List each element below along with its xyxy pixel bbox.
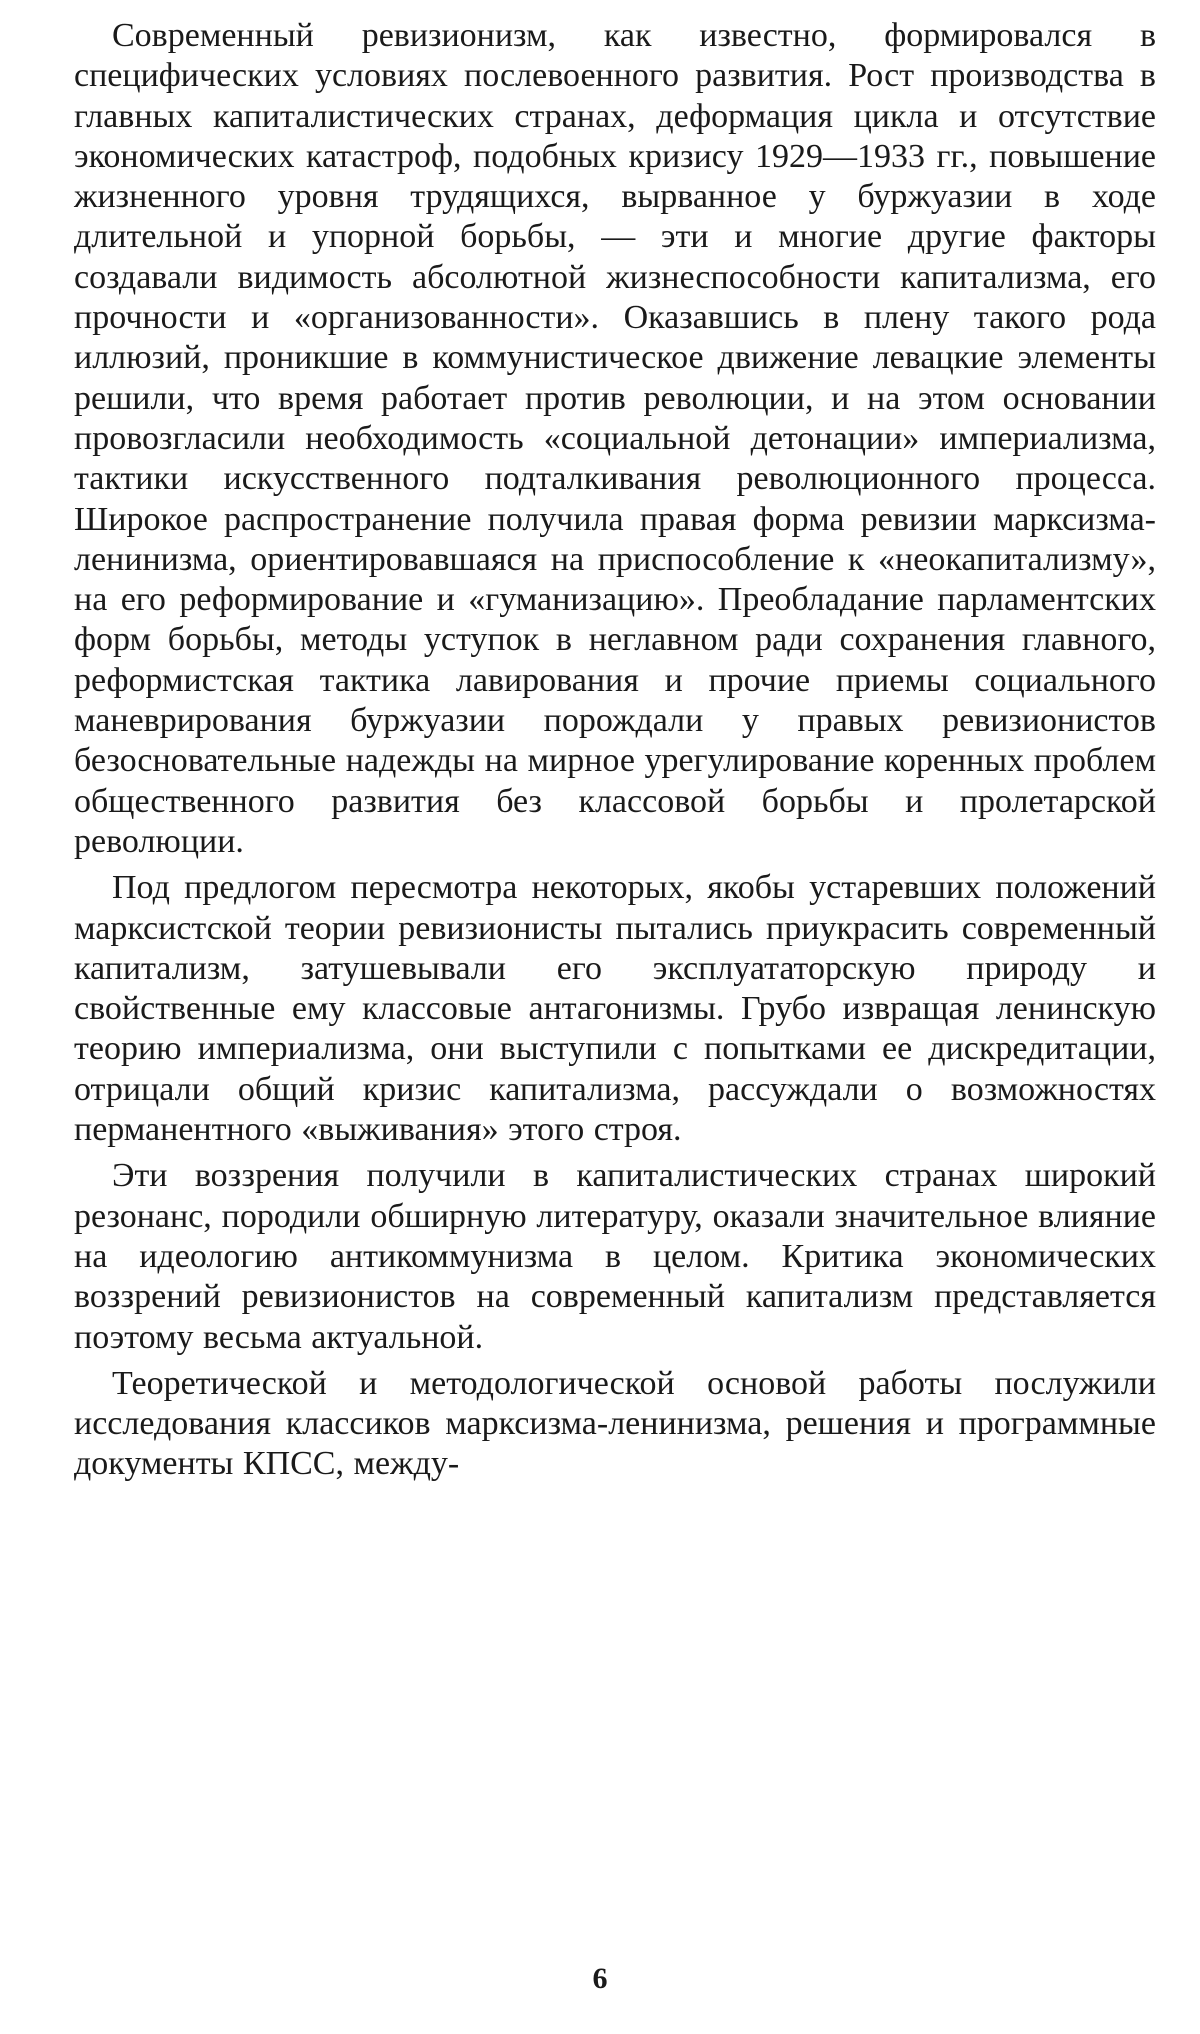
paragraph-1: Современный ревизионизм, как известно, формировался в специфических условиях послевоенного развития. Рост производства в главных капиталистических странах, деформация цикла и отсутствие экономических катастроф, подобных кризису 1929—1933 гг., повышение жизненного уровня трудящихся, вырванное у буржуазии в ходе длительной и упорной борьбы, — эти и многие другие факторы создавали видимость абсолютной жизнеспособности капитализма, его прочности и «организованности». Оказавшись в плену такого рода иллюзий, проникшие в коммунистическое движение левацкие элементы решили, что время работает против революции, и на этом основании провозгласили необходимость «социальной детонации» империализма, тактики искусственного подталкивания революционного процесса. Широкое распространение получила правая форма ревизии марксизма-ленинизма, ориентировавшаяся на приспособление к «неокапитализму», на его реформирование и «гуманизацию». Преобладание парламентских форм борьбы, методы уступок в неглавном ради сохранения главного, реформистская тактика лавирования и прочие приемы социального маневрирования буржуазии порождали у правых ревизионистов безосновательные надежды на мирное урегулирование коренных проблем общественного развития без классовой борьбы и пролетарской революции. [74,17,1156,860]
paragraph-2: Под предлогом пересмотра некоторых, якобы устаревших положений марксистской теории ревизионисты пытались приукрасить современный капитализм, затушевывали его эксплуататорскую природу и свойственные ему классовые антагонизмы. Грубо извращая ленинскую теорию империализма, они выступили с попытками ее дискредитации, отрицали общий кризис капитализма, рассуждали о возможностях перманентного «выживания» этого строя. [74,869,1156,1149]
page-body [74,16,1156,1491]
paragraph-3: Эти воззрения получили в капиталистических странах широкий резонанс, породили обширную литературу, оказали значительное влияние на идеологию антикоммунизма в целом. Критика экономических воззрений ревизионистов на современный капитализм представляется поэтому весьма актуальной. [74,1157,1156,1356]
page-number: 6 [592,1962,608,1995]
paragraph-4: Теоретической и методологической основой работы послужили исследования классиков марксизма-ленинизма, решения и программные документы КПСС, между- [74,1364,1156,1483]
